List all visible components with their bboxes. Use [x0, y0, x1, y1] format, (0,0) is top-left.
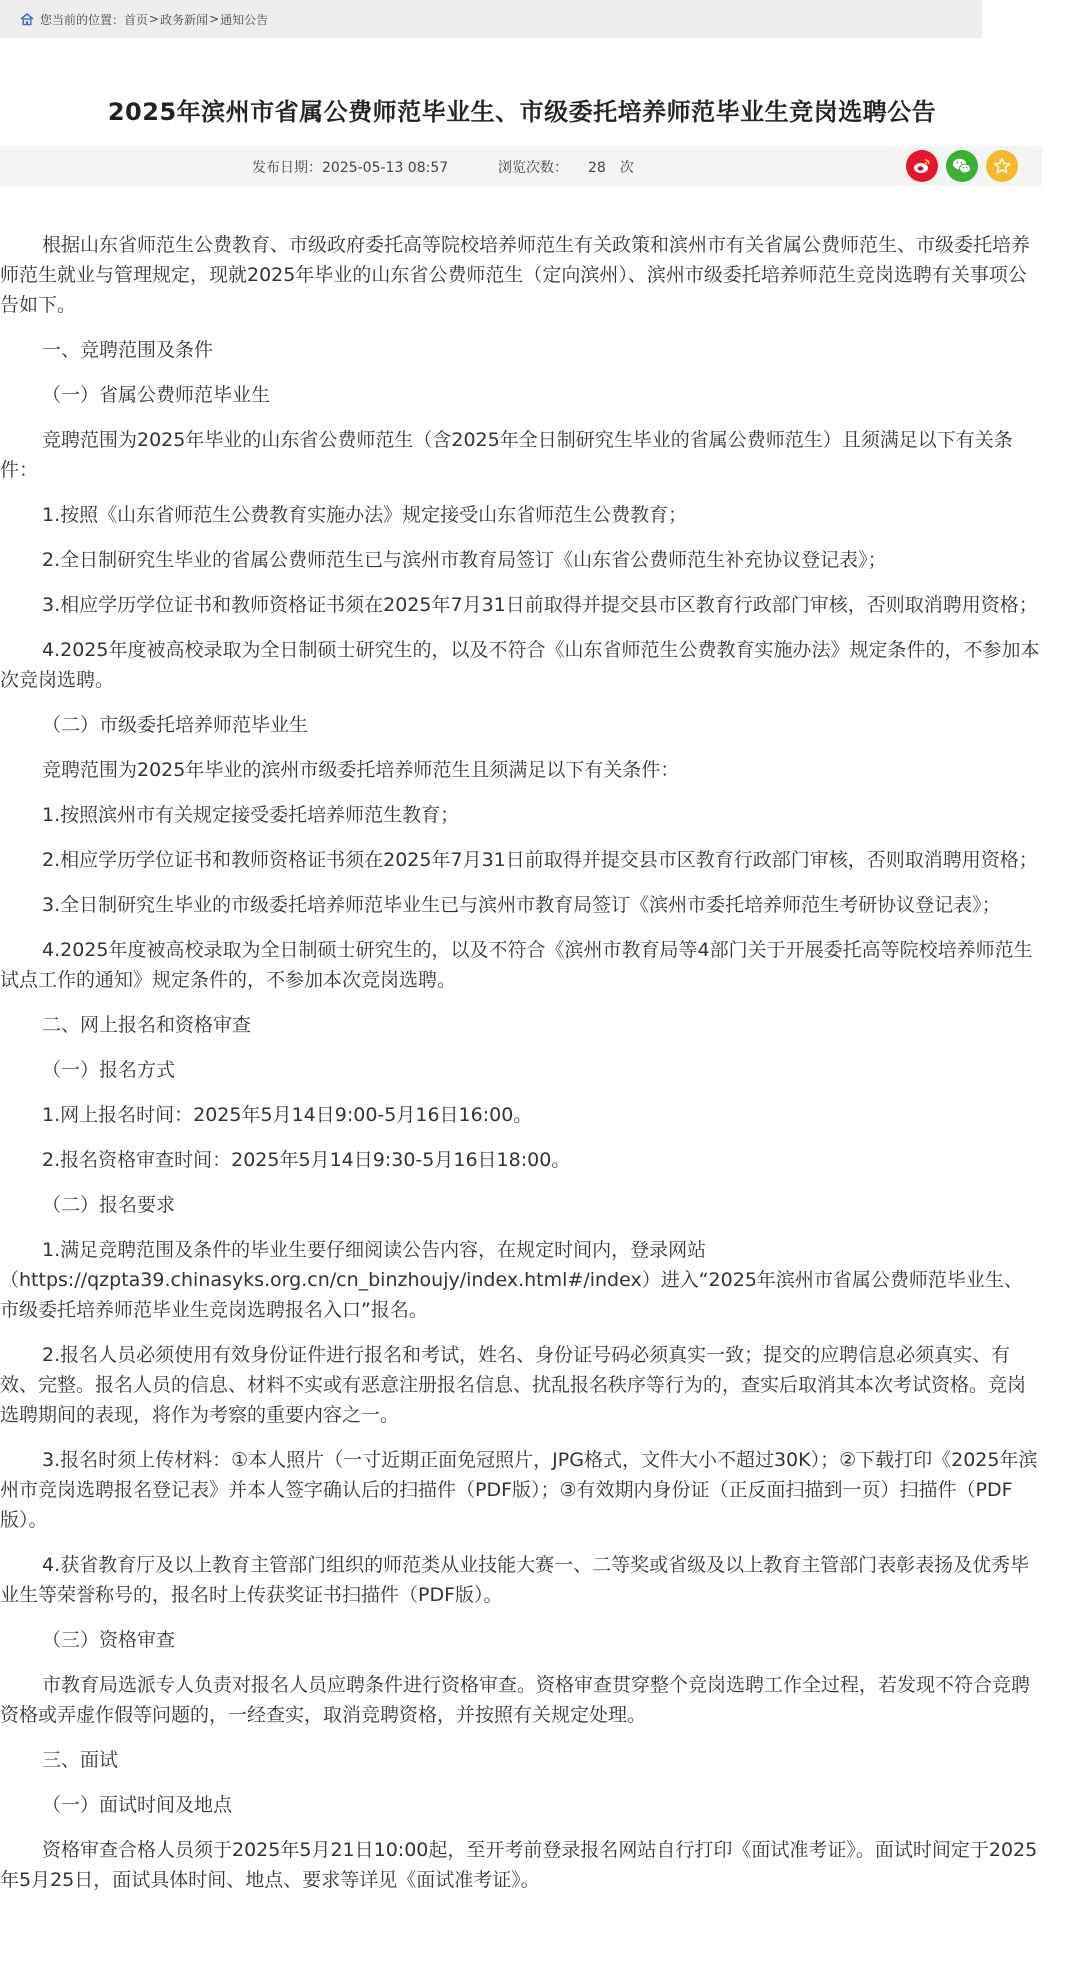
- article-meta-bar: [0, 146, 1042, 186]
- subsection-heading: （二）市级委托培养师范毕业生: [42, 714, 309, 736]
- article-paragraph: 4.2025年度被高校录取为全日制硕士研究生的，以及不符合《山东省师范生公费教育实施办法》规定条件的，不参加本次竞岗选聘。: [0, 639, 1040, 691]
- section-heading: 一、竞聘范围及条件: [42, 339, 214, 361]
- article-paragraph: 4.获省教育厅及以上教育主管部门组织的师范类从业技能大赛一、二等奖或省级及以上教育主管部门表彰表扬及优秀毕业生等荣誉称号的，报名时上传获奖证书扫描件（PDF版）。: [0, 1554, 1030, 1606]
- article-paragraph: 根据山东省师范生公费教育、市级政府委托高等院校培养师范生有关政策和滨州市有关省属公费师范生、市级委托培养师范生就业与管理规定，现就2025年毕业的山东省公费师范生（定向滨州）、滨州市级委托培养师范生竞岗选聘有关事项公告如下。: [0, 234, 1031, 316]
- favorite-icon: [993, 157, 1011, 175]
- breadcrumb-notice-link[interactable]: 通知公告: [220, 12, 269, 27]
- article-paragraph: 市教育局选派专人负责对报名人员应聘条件进行资格审查。资格审查贯穿整个竞岗选聘工作全过程，若发现不符合竞聘资格或弄虚作假等问题的，一经查实，取消竞聘资格，并按照有关规定处理。: [0, 1674, 1031, 1726]
- share-weibo-button[interactable]: [906, 150, 938, 182]
- home-icon: [20, 12, 34, 26]
- article-paragraph: 1.满足竞聘范围及条件的毕业生要仔细阅读公告内容，在规定时间内，登录网站（https://qzpta39.chinasyks.org.cn/cn_binzhoujy/index.html#/index）进入“2025年滨州市省属公费师范毕业生、市级委托培养师范毕业生竞岗选聘报名入口”报名。: [0, 1239, 1023, 1321]
- article-paragraph: 3.全日制研究生毕业的市级委托培养师范毕业生已与滨州市教育局签订《滨州市委托培养师范生考研协议登记表》；: [42, 894, 1001, 916]
- breadcrumb-separator: >: [149, 12, 160, 26]
- publish-date-label: 发布日期：: [252, 160, 322, 176]
- subsection-heading: （一）面试时间及地点: [42, 1794, 233, 1816]
- article-paragraph: 4.2025年度被高校录取为全日制硕士研究生的，以及不符合《滨州市教育局等4部门关于开展委托高等院校培养师范生试点工作的通知》规定条件的，不参加本次竞岗选聘。: [0, 939, 1033, 991]
- section-heading: 三、面试: [42, 1749, 119, 1771]
- article-paragraph: 1.按照《山东省师范生公费教育实施办法》规定接受山东省师范生公费教育；: [42, 504, 688, 526]
- view-count-label: 浏览次数：: [498, 160, 568, 176]
- article-paragraph: 2.报名人员必须使用有效身份证件进行报名和考试，姓名、身份证号码必须真实一致；提交的应聘信息必须真实、有效、完整。报名人员的信息、材料不实或有恶意注册报名信息、扰乱报名秩序等行为的，查实后取消其本次考试资格。竞岗选聘期间的表现，将作为考察的重要内容之一。: [0, 1344, 1027, 1426]
- article-paragraph: 2.报名资格审查时间：2025年5月14日9:30-5月16日18:00。: [42, 1149, 571, 1171]
- article-paragraph: 2.相应学历学位证书和教师资格证书须在2025年7月31日前取得并提交县市区教育行政部门审核，否则取消聘用资格；: [42, 849, 1038, 871]
- wechat-icon: [951, 156, 973, 176]
- favorite-button[interactable]: [986, 150, 1018, 182]
- article-paragraph: 1.网上报名时间：2025年5月14日9:00-5月16日16:00。: [42, 1104, 533, 1126]
- weibo-icon: [912, 156, 932, 176]
- section-heading: 二、网上报名和资格审查: [42, 1014, 252, 1036]
- article-body: [0, 230, 1040, 1910]
- article-paragraph: 3.相应学历学位证书和教师资格证书须在2025年7月31日前取得并提交县市区教育行政部门审核，否则取消聘用资格；: [42, 594, 1038, 616]
- view-count: [498, 157, 634, 177]
- subsection-heading: （一）省属公费师范毕业生: [42, 384, 271, 406]
- view-count-value: 28: [588, 160, 606, 176]
- publish-date-value: 2025-05-13 08:57: [322, 160, 449, 176]
- publish-date: [252, 157, 448, 177]
- share-wechat-button[interactable]: [946, 150, 978, 182]
- breadcrumb-prefix: 您当前的位置：: [40, 12, 125, 27]
- breadcrumb-separator: >: [209, 12, 220, 26]
- subsection-heading: （三）资格审查: [42, 1629, 176, 1651]
- breadcrumb: [0, 0, 982, 38]
- page-title: 2025年滨州市省属公费师范毕业生、市级委托培养师范毕业生竞岗选聘公告: [107, 98, 937, 126]
- article-paragraph: 竞聘范围为2025年毕业的山东省公费师范生（含2025年全日制研究生毕业的省属公费师范生）且须满足以下有关条件：: [0, 429, 1013, 481]
- breadcrumb-home-link[interactable]: 首页: [124, 12, 149, 27]
- article-paragraph: 3.报名时须上传材料：①本人照片（一寸近期正面免冠照片，JPG格式，文件大小不超过30K）；②下载打印《2025年滨州市竞岗选聘报名登记表》并本人签字确认后的扫描件（PDF版）；③有效期内身份证（正反面扫描到一页）扫描件（PDF版）。: [0, 1449, 1038, 1531]
- article-paragraph: 竞聘范围为2025年毕业的滨州市级委托培养师范生且须满足以下有关条件：: [42, 759, 680, 781]
- view-count-unit: 次: [619, 160, 634, 176]
- article-paragraph: 1.按照滨州市有关规定接受委托培养师范生教育；: [42, 804, 460, 826]
- subsection-heading: （一）报名方式: [42, 1059, 176, 1081]
- breadcrumb-news-link[interactable]: 政务新闻: [160, 12, 209, 27]
- article-paragraph: 2.全日制研究生毕业的省属公费师范生已与滨州市教育局签订《山东省公费师范生补充协议登记表》；: [42, 549, 887, 571]
- article-paragraph: 资格审查合格人员须于2025年5月21日10:00起，至开考前登录报名网站自行打印《面试准考证》。面试时间定于2025年5月25日，面试具体时间、地点、要求等详见《面试准考证》。: [0, 1839, 1038, 1891]
- subsection-heading: （二）报名要求: [42, 1194, 176, 1216]
